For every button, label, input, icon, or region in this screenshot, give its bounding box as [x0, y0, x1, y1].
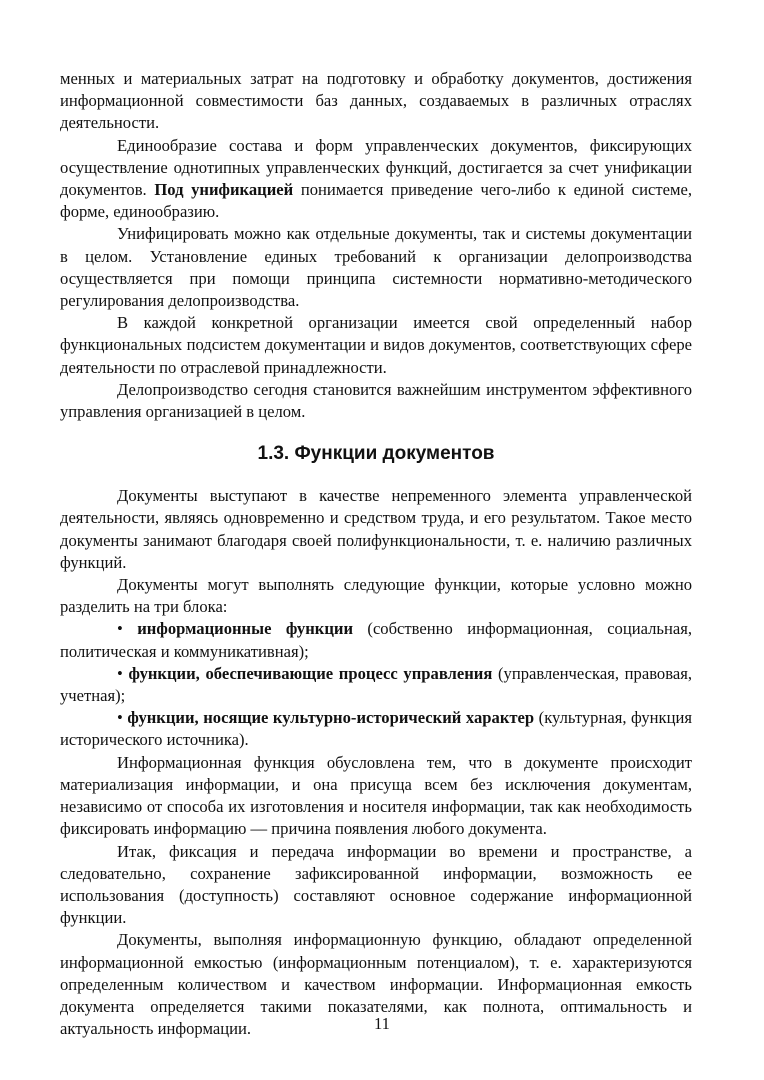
bullet-marker: • [117, 708, 123, 728]
bullet-item [60, 618, 692, 662]
paragraph-unify-documents: Унифицировать можно как отдельные документы, так и системы документации в целом. Установление единых требований к организации делопроизводства осуществляется при помощи принципа системности нормативно-методического регулирования делопроизводства. [60, 224, 692, 311]
paragraph-unification-after: понимается приведение чего-либо к единой системе, форме, единообразию. [60, 180, 693, 222]
bullet-term: информационные функции [137, 619, 354, 639]
term-unification: Под унификацией [154, 180, 294, 200]
paragraph-continuation: менных и материальных затрат на подготовку и обработку документов, достижения информационной совместимости баз данных, создаваемых в различных отраслях деятельности. [60, 69, 692, 133]
paragraph-information-function: Информационная функция обусловлена тем, что в документе происходит материализация информации, и она присуща всем без исключения документам, независимо от способа их изготовления и носителя информации, так как необходимость фиксировать информацию — причина появления любого документа. [60, 752, 692, 839]
bullet-text: (собственно информационная, социальная, политическая и коммуникативная); [60, 619, 692, 661]
paragraph-documents-role: Документы выступают в качестве непременного элемента управленческой деятельности, являясь одновременно и средством труда, и его результатом. Такое место документы занимают благодаря своей полифункциональности, т. е. наличию различных функций. [60, 486, 692, 572]
paragraph-organization-set: В каждой конкретной организации имеется свой определенный набор функциональных подсистем документации и видов документов, соответствующих сфере деятельности по отраслевой принадлежности. [60, 313, 692, 377]
bullet-text: (управленческая, правовая, учетная); [60, 663, 692, 706]
paragraph-fixation-transfer: Итак, фиксация и передача информации во времени и пространстве, а следовательно, сохранение зафиксированной информации, возможность ее использования (доступность) составляют основное содержание информационной функции. [60, 841, 692, 928]
paragraph-three-blocks: Документы могут выполнять следующие функции, которые условно можно разделить на три блока: [60, 575, 692, 617]
bullet-marker: • [117, 663, 123, 683]
paragraph-unification-before: Единообразие состава и форм управленческих документов, фиксирующих осуществление однотипных управленческих функций, достигается за счет унификации документов. [60, 135, 692, 200]
bullet-item [60, 707, 692, 751]
bullet-marker: • [117, 619, 123, 639]
bullet-term: функции, носящие культурно-исторический характер [127, 708, 535, 728]
section-heading: 1.3. Функции документов [257, 443, 495, 465]
page-body [60, 68, 692, 1040]
bullet-item [60, 663, 692, 707]
page-number: 11 [374, 1014, 390, 1033]
paragraph-information-capacity: Документы, выполняя информационную функцию, обладают определенной информационной емкостью (информационным потенциалом), т. е. характеризуются определенным количеством и качеством информации. Информационная емкость документа определяется такими показателями, как полнота, оптимальность и актуальность информации. [60, 930, 692, 1039]
paragraph-records-management: Делопроизводство сегодня становится важнейшим инструментом эффективного управления организацией в целом. [60, 379, 692, 422]
bullet-text: (культурная, функция исторического источника). [60, 708, 692, 750]
paragraph-unification [60, 135, 692, 224]
bullet-term: функции, обеспечивающие процесс управления [128, 663, 493, 683]
